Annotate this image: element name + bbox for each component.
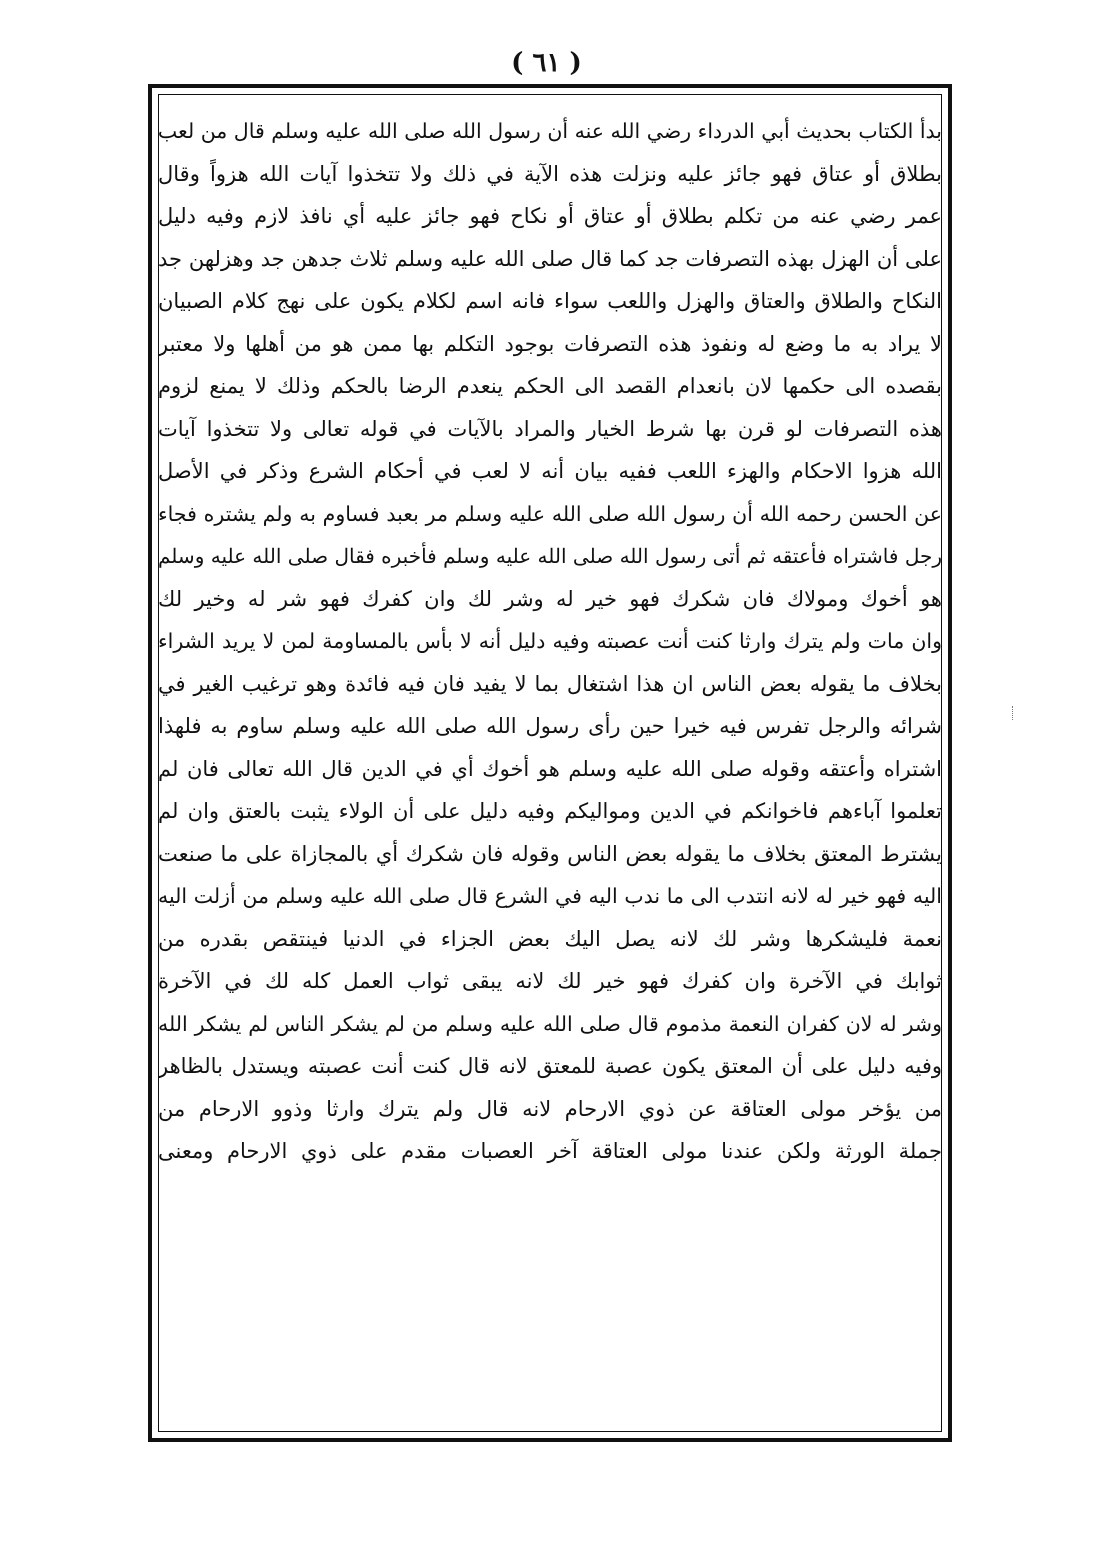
text-line: عمر رضي عنه من تكلم بطلاق أو عتاق أو نكاح فهو جائز عليه أي نافذ لازم وفيه دليل: [158, 204, 942, 228]
page-number: ( ٦١ ): [511, 48, 582, 78]
text-line: الله هزوا الاحكام والهزء اللعب ففيه بيان أنه لا لعب في أحكام الشرع وذكر في الأصل: [158, 459, 942, 483]
text-line: رجل فاشتراه فأعتقه ثم أتى رسول الله صلى الله عليه وسلم فأخبره فقال صلى الله عليه وسلم: [158, 544, 942, 568]
text-line: اليه فهو خير له لانه انتدب الى ما ندب اليه في الشرع قال صلى الله عليه وسلم من أزلت اليه: [158, 884, 942, 908]
text-line: على أن الهزل بهذه التصرفات جد كما قال صلى الله عليه وسلم ثلاث جدهن جد وهزلهن جد: [158, 246, 942, 271]
text-line: ثوابك في الآخرة وان كفرك فهو خير لك لانه يبقى ثواب العمل كله لك في الآخرة: [158, 969, 942, 993]
text-line: هذه التصرفات لو قرن بها شرط الخيار والمراد بالآيات في قوله تعالى ولا تتخذوا آيات: [158, 416, 942, 441]
text-line: جملة الورثة ولكن عندنا مولى العتاقة آخر العصبات مقدم على ذوي الارحام ومعنى: [158, 1139, 942, 1163]
text-line: لا يراد به ما وضع له ونفوذ هذه التصرفات بوجود التكلم بها ممن هو من أهلها ولا معتبر: [158, 331, 942, 356]
margin-mark: [1012, 706, 1016, 720]
text-line: تعلموا آباءهم فاخوانكم في الدين ومواليكم وفيه دليل على أن الولاء يثبت بالعتق وان لم: [158, 799, 942, 823]
text-line: وفيه دليل على أن المعتق يكون عصبة للمعتق لانه قال كنت أنت عصبته ويستدل بالظاهر: [158, 1054, 942, 1078]
text-line: هو أخوك ومولاك فان شكرك فهو خير له وشر لك وان كفرك فهو شر له وخير لك: [158, 586, 942, 611]
text-line: وشر له لان كفران النعمة مذموم قال صلى الله عليه وسلم من لم يشكر الناس لم يشكر الله: [158, 1011, 942, 1036]
text-line: النكاح والطلاق والعتاق والهزل واللعب سواء فانه اسم لكلام يكون على نهج كلام الصبيان: [158, 289, 942, 313]
text-line: عن الحسن رحمه الله أن رسول الله صلى الله عليه وسلم مر بعبد فساوم به ولم يشتره فجاء: [158, 501, 942, 526]
text-line: بخلاف ما يقوله بعض الناس ان هذا اشتغال بما لا يفيد فان فيه فائدة وهو ترغيب الغير في: [158, 671, 942, 696]
text-line: وان مات ولم يترك وارثا كنت أنت عصبته وفيه دليل أنه لا بأس بالمساومة لمن لا يريد الشراء: [158, 629, 942, 653]
body-text: [158, 110, 942, 1430]
text-line: بقصده الى حكمها لان بانعدام القصد الى الحكم ينعدم الرضا بالحكم وذلك لا يمنع لزوم: [158, 374, 942, 398]
text-line: بطلاق أو عتاق فهو جائز عليه ونزلت هذه الآية في ذلك ولا تتخذوا آيات الله هزواً وقال: [158, 161, 942, 186]
text-line: بدأ الكتاب بحديث أبي الدرداء رضي الله عنه أن رسول الله صلى الله عليه وسلم قال من لعب: [158, 119, 942, 143]
text-line: يشترط المعتق بخلاف ما يقوله بعض الناس وقوله فان شكرك أي بالمجازاة على ما صنعت: [158, 841, 942, 866]
text-line: نعمة فليشكرها وشر لك لانه يصل اليك بعض الجزاء في الدنيا فينتقص بقدره من: [158, 926, 942, 951]
text-line: من يؤخر مولى العتاقة عن ذوي الارحام لانه قال ولم يترك وارثا وذوو الارحام من: [158, 1096, 942, 1121]
text-line: اشتراه وأعتقه وقوله صلى الله عليه وسلم هو أخوك أي في الدين قال الله تعالى فان لم: [158, 756, 942, 781]
text-line: شرائه والرجل تفرس فيه خيرا حين رأى رسول الله صلى الله عليه وسلم ساوم به فلهذا: [158, 714, 942, 738]
